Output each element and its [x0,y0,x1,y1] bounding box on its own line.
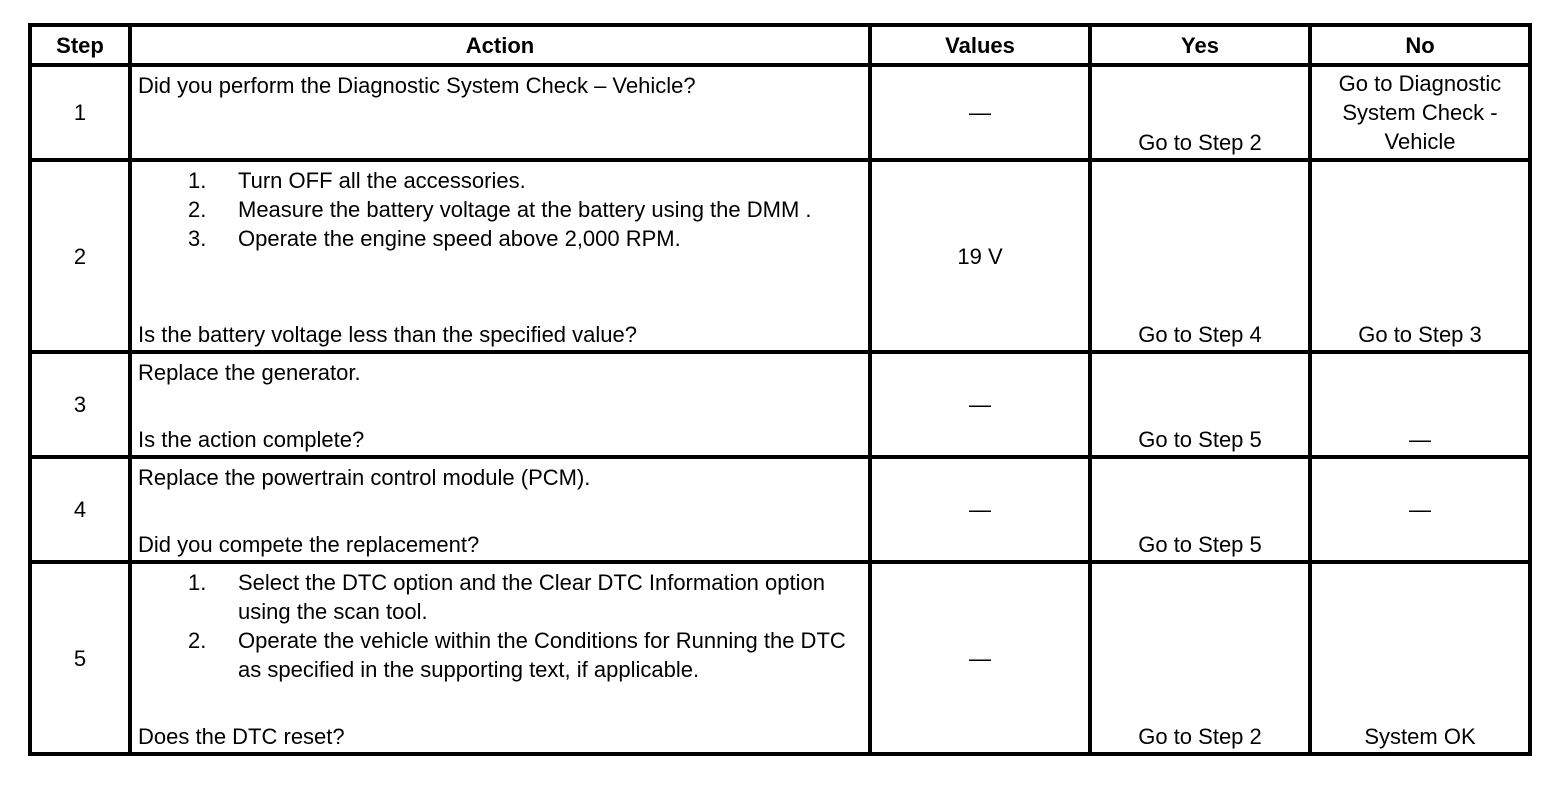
yes-text: Go to Step 2 [1138,724,1262,749]
step-number: 3 [30,352,130,457]
list-item [138,224,862,253]
action-steps-list [138,166,862,253]
step-number: 1 [30,65,130,160]
table-row [30,65,1530,160]
list-item [138,568,862,626]
no-text: System OK [1364,724,1476,749]
step-number: 4 [30,457,130,562]
header-step: Step [30,25,130,65]
value-cell: — [870,352,1090,457]
action-question: Is the action complete? [138,427,365,452]
list-item-number: 2. [188,628,207,653]
action-text: Replace the generator. [138,360,361,385]
action-steps-list [138,568,862,684]
list-item-text: Turn OFF all the accessories. [238,168,526,193]
table-row [30,562,1530,754]
yes-cell [1090,65,1310,160]
action-cell [130,160,870,352]
yes-cell [1090,457,1310,562]
yes-text: Go to Step 4 [1138,322,1262,347]
value-cell: — [870,457,1090,562]
table-row [30,160,1530,352]
no-cell [1310,562,1530,754]
action-cell [130,457,870,562]
no-cell [1310,352,1530,457]
no-cell: — [1310,457,1530,562]
value-cell: — [870,65,1090,160]
yes-cell [1090,160,1310,352]
list-item-number: 3. [188,226,207,251]
header-values: Values [870,25,1090,65]
yes-cell [1090,352,1310,457]
action-text: Replace the powertrain control module (PCM). [138,465,591,490]
list-item [138,195,862,224]
header-yes: Yes [1090,25,1310,65]
no-text: Go to Diagnostic System Check - Vehicle [1338,71,1502,154]
table-row [30,457,1530,562]
step-number: 5 [30,562,130,754]
yes-text: Go to Step 5 [1138,427,1262,452]
action-cell [130,352,870,457]
list-item-number: 1. [188,168,207,193]
list-item-number: 1. [188,570,207,595]
value-cell: — [870,562,1090,754]
list-item-text: Measure the battery voltage at the battery using the DMM . [238,197,812,222]
action-text: Did you perform the Diagnostic System Check – Vehicle? [138,73,696,98]
list-item-text: Operate the engine speed above 2,000 RPM. [238,226,681,251]
action-cell [130,65,870,160]
header-action: Action [130,25,870,65]
action-question: Did you compete the replacement? [138,532,480,557]
action-question: Does the DTC reset? [138,724,345,749]
no-cell [1310,65,1530,160]
diagnostic-table [28,23,1532,756]
list-item-number: 2. [188,197,207,222]
table-row [30,352,1530,457]
list-item-text: Operate the vehicle within the Conditions for Running the DTC as specified in the supporting text, if applicable. [238,628,846,682]
yes-cell [1090,562,1310,754]
yes-text: Go to Step 2 [1138,130,1262,155]
action-cell [130,562,870,754]
step-number: 2 [30,160,130,352]
no-text: — [1409,427,1431,452]
yes-text: Go to Step 5 [1138,532,1262,557]
value-cell: 19 V [870,160,1090,352]
action-question: Is the battery voltage less than the specified value? [138,322,637,347]
no-cell [1310,160,1530,352]
no-text: Go to Step 3 [1358,322,1482,347]
header-no: No [1310,25,1530,65]
header-row [30,25,1530,65]
list-item [138,626,862,684]
list-item [138,166,862,195]
list-item-text: Select the DTC option and the Clear DTC Information option using the scan tool. [238,570,825,624]
